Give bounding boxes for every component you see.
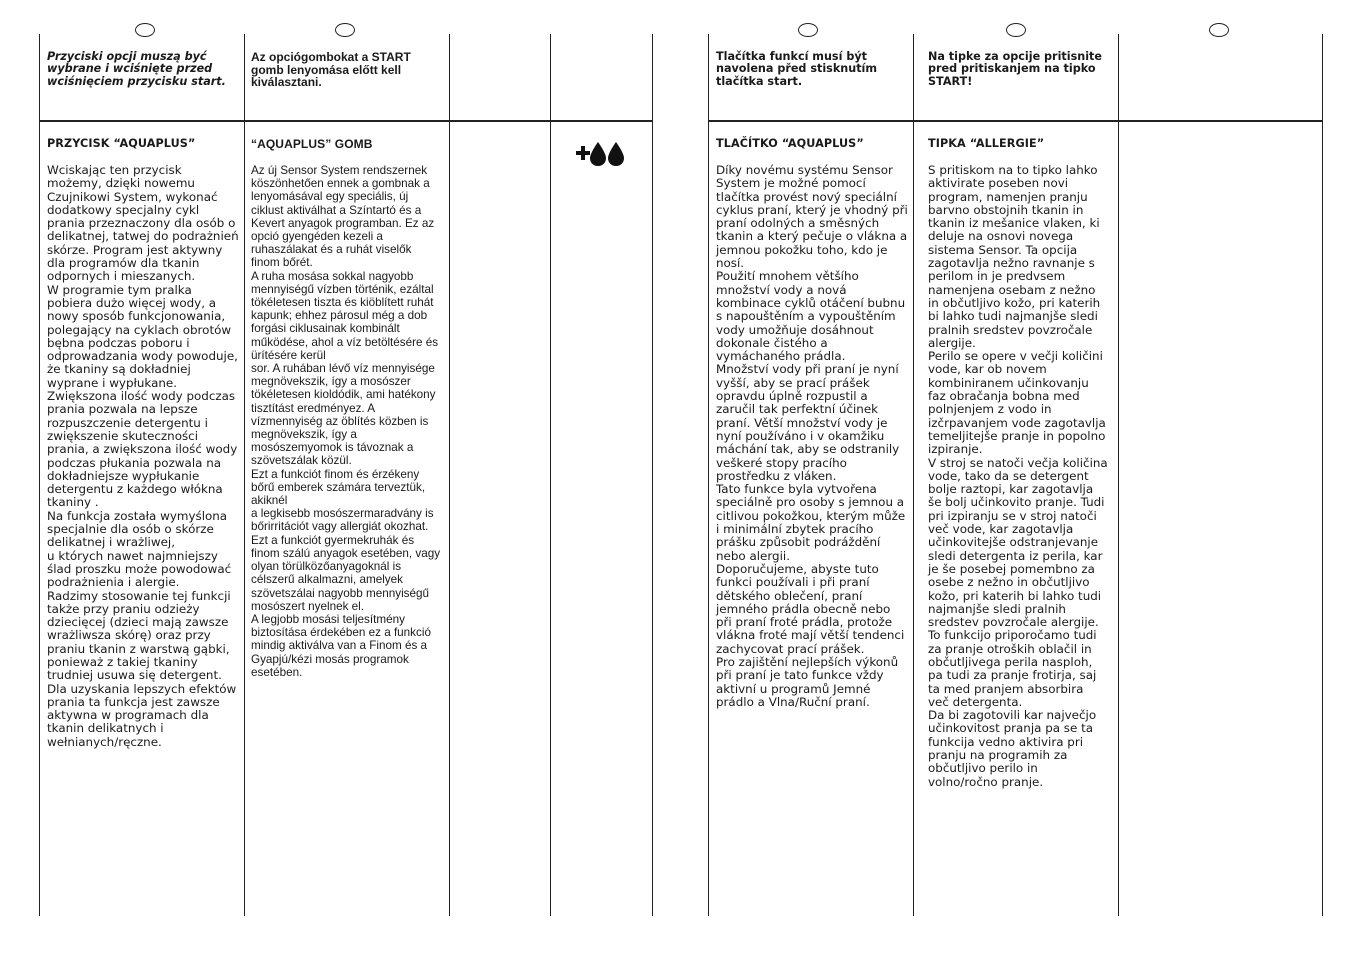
column-rule: [449, 34, 450, 916]
czech-note: Tlačítka funkcí musí být navolena před stisknutím tlačítka start.: [716, 50, 878, 88]
slovenian-note: Na tipke za opcije pritisnite pred pritiskanjem na tipko START!: [928, 50, 1102, 88]
column-rule: [1322, 34, 1323, 916]
column-rule: [39, 34, 40, 916]
polish-heading: PRZYCISK “AQUAPLUS”: [47, 137, 196, 150]
czech-body: Díky novému systému Sensor System je možné pomocí tlačítka provést nový speciální cyklus praní, který je vhodný při praní odolných a směsných tkanin a který pečuje o vlákna a jemnou pokožku toho, kdo je nosí. Použití mnohem většího množství vody a nová kombinace cyklů otáčení bubnu s napouštěním a vypouštěním vody umožňuje dosáhnout dokonale čistého a vymáchaného prádla. Množství vody při praní je nyní vyšší, aby se prací prášek opravdu úplně rozpustil a zaručil tak perfektní účinek praní. Větší množství vody je nyní používáno i v okamžiku máchání tak, aby se odstranily veškeré stopy pracího prostředku z vláken. Tato funkce byla vytvořena speciálně pro osoby s jemnou a citlivou pokožkou, kterým může i minimální zbytek pracího prášku způsobit podráždění nebo alergii. Doporučujeme, abyste tuto funkci používali i při praní dětského oblečení, praní jemného prádla obecně nebo při praní froté prádla, protože vlákna froté mají větší tendenci zachycovat prací prášek. Pro zajištění nejlepších výkonů při praní je tato funkce vždy aktivní u programů Jemné prádlo a Vlna/Ruční praní.: [716, 163, 908, 709]
language-circle-icon: [335, 23, 355, 37]
language-circle-icon: [798, 23, 818, 37]
hungarian-note: Az opciógombokat a START gomb lenyomása előtt kell kiválasztani.: [251, 50, 411, 90]
language-circle-icon: [135, 23, 155, 37]
slovenian-heading: TIPKA “ALLERGIE”: [928, 137, 1045, 150]
column-rule: [550, 34, 551, 916]
plus-water-drops-icon: [576, 141, 628, 167]
column-rule: [652, 34, 653, 916]
column-rule: [1118, 34, 1119, 916]
column-rule: [244, 34, 245, 916]
czech-heading: TLAČÍTKO “AQUAPLUS”: [716, 137, 864, 150]
language-circle-icon: [1209, 23, 1229, 37]
slovenian-body: S pritiskom na to tipko lahko aktivirate poseben novi program, namenjen pranju barvno obstojnih tkanin in tkanin iz mešanice vlaken, ki deluje na osnovi novega sistema Sensor. Ta opcija zagotavlja nežno ravnanje s perilom in je predvsem namenjena osebam z nežno in občutljivo kožo, pri katerih bi lahko tudi najmanjše sledi pralnih sredstev povzročale alergije. Perilo se opere v večji količini vode, kar ob novem kombiniranem učinkovanju faz obračanja bobna med polnjenjem z vodo in izčrpavanjem vode zagotavlja temeljitejše pranje in popolno izpiranje. V stroj se natoči večja količina vode, tako da se detergent bolje raztopi, kar zagotavlja še bolj učinkovito pranje. Tudi pri izpiranju se v stroj natoči več vode, kar zagotavlja učinkovitejše odstranjevanje sledi detergenta iz perila, kar je še posebej pomembno za osebe z nežno in občutljivo kožo, pri katerih bi lahko tudi najmanjše sledi pralnih sredstev povzročale alergije. To funkcijo priporočamo tudi za pranje otroških oblačil in občutljivega perila nasploh, pa tudi za pranje frotirja, saj ta med pranjem absorbira več detergenta. Da bi zagotovili kar največjo učinkovitost pranja pa se ta funkcija vedno aktivira pri pranju na programih za občutljivo perilo in volno/ročno pranje.: [928, 163, 1108, 789]
polish-body: Wciskając ten przycisk możemy, dzięki nowemu Czujnikowi System, wykonać dodatkowy specjalny cykl prania przeznaczony dla osób o delikatnej, tatwej do podrażnień skórze. Program jest aktywny dla programów dla tkanin odpornych i mieszanych. W programie tym pralka pobiera dużo więcej wody, a nowy sposób funkcjonowania, polegający na cyklach obrotów bębna podczas poboru i odprowadzania wody powoduje, że tkaniny są dokładniej wyprane i wypłukane. Zwiększona ilość wody podczas prania pozwala na lepsze rozpuszczenie detergentu i zwiększenie skuteczności prania, a zwiększona ilość wody podczas płukania pozwala na dokładniejsze wypłukanie detergentu z każdego włókna tkaniny . Na funkcja została wymyślona specjalnie dla osób o skórze delikatnej i wrażliwej, u których nawet najmniejszy ślad proszku może powodować podrażnienia i alergie. Radzimy stosowanie tej funkcji także przy praniu odzieży dziecięcej (dzieci mają zawsze wrażliwsza skórę) oraz przy praniu tkanin z warstwą gąbki, ponieważ z takiej tkaniny trudniej usuwa się detergent. Dla uzyskania lepszych efektów prania ta funkcja jest zawsze aktywna w programach dla tkanin delikatnych i wełnianych/ręczne.: [47, 163, 239, 749]
column-rule: [913, 34, 914, 916]
column-rule: [708, 34, 709, 916]
header-divider-left: [39, 120, 653, 122]
header-divider-right: [708, 120, 1323, 122]
hungarian-heading: “AQUAPLUS” GOMB: [251, 137, 373, 151]
hungarian-body: Az új Sensor System rendszernek köszönhetően ennek a gombnak a lenyomásával egy speciális, új ciklust aktiválhat a Színtartó és a Kevert anyagok programban. Ez az opció gyengéden kezeli a ruhaszálakat és a ruhát viselők finom bőrét. A ruha mosása sokkal nagyobb mennyiségű vízben történik, ezáltal tökéletesen tiszta és kiöblített ruhát kapunk; ehhez párosul még a dob forgási ciklusainak kombinált működése, ahol a víz betöltésére és ürítésére kerül sor. A ruhában lévő víz mennyisége megnövekszik, így a mosószer tökéletesen kioldódik, ami hatékony tisztítást eredményez. A vízmennyiség az öblítés közben is megnövekszik, így a mosószemyomok is távoznak a szövetszálak közül. Ezt a funkciót finom és érzékeny bőrű emberek számára terveztük, akiknél a legkisebb mosószermaradvány is bőrirritációt vagy allergiát okozhat. Ezt a funkciót gyermekruhák és finom szálú anyagok esetében, vagy olyan törülközőanyagoknál is célszerű alkalmazni, amelyek szövetszálai nagyobb mennyiségű mosószert nyelnek el. A legjobb mosási teljesítmény biztosítása érdekében ez a funkció mindig aktiválva van a Finom és a Gyapjú/kézi mosás programok esetében.: [251, 164, 441, 679]
polish-note: Przyciski opcji muszą być wybrane i wciśnięte przed wciśnięciem przycisku start.: [47, 50, 226, 88]
language-circle-icon: [1006, 23, 1026, 37]
